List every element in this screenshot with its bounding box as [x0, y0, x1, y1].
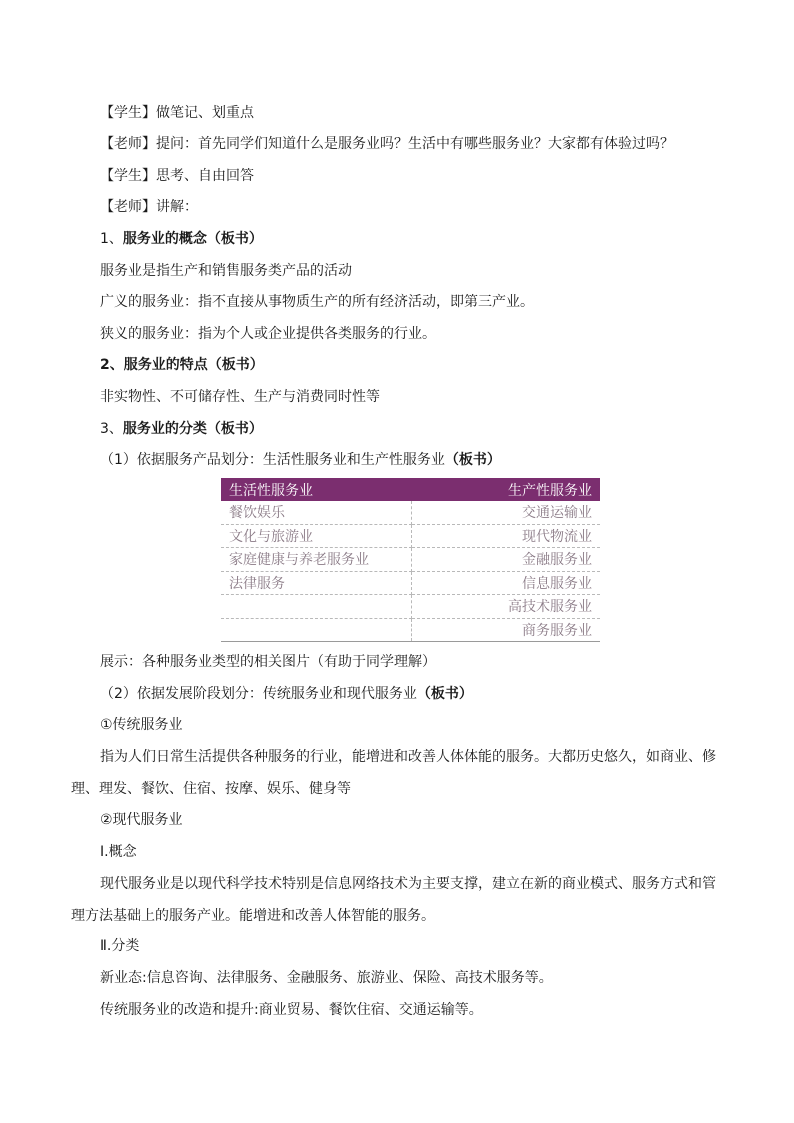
traditional-title: ①传统服务业	[100, 717, 183, 733]
column-header-consumer: 生活性服务业	[221, 478, 412, 501]
line-text: 提问：首先同学们知道什么是服务业吗？生活中有哪些服务业？大家都有体验过吗？	[156, 136, 674, 152]
features-text: 非实物性、不可储存性、生产与消费同时性等	[100, 389, 380, 405]
sub-heading-by-product	[100, 450, 501, 470]
heading-number: 1、	[100, 231, 123, 247]
sub-heading-text: （2）依据发展阶段划分：传统服务业和现代服务业	[100, 686, 417, 702]
table-cell: 信息服务业	[412, 571, 601, 595]
table-cell: 餐饮娱乐	[221, 501, 412, 524]
role-tag: 【学生】	[100, 105, 156, 121]
table-row	[221, 548, 600, 572]
modern-title: ②现代服务业	[100, 812, 183, 828]
line-text: 讲解：	[156, 199, 198, 215]
table-cell: 交通运输业	[412, 501, 601, 524]
heading-classification	[100, 419, 263, 439]
table-cell: 现代物流业	[412, 524, 601, 548]
table-cell: 法律服务	[221, 571, 412, 595]
line-text: 做笔记、划重点	[156, 105, 254, 121]
board-mark: （板书）	[444, 452, 501, 468]
role-tag: 【学生】	[100, 168, 156, 184]
student-note-line	[100, 103, 254, 123]
teacher-question-line	[100, 134, 674, 154]
narrow-definition: 狭义的服务业：指为个人或企业提供各类服务的行业。	[100, 326, 436, 342]
teacher-explain-line	[100, 197, 198, 217]
table-cell: 金融服务业	[412, 548, 601, 572]
table-cell: 家庭健康与养老服务业	[221, 548, 412, 572]
heading-text: 服务业的分类（板书）	[122, 421, 263, 437]
heading-number: 3、	[100, 421, 123, 437]
table-row	[221, 501, 600, 524]
heading-text: 服务业的概念（板书）	[122, 231, 263, 247]
traditional-paragraph: 指为人们日常生活提供各种服务的行业，能增进和改善人体体能的服务。大都历史悠久，如商业、修理、理发、餐饮、住宿、按摩、娱乐、健身等	[71, 749, 716, 797]
heading-features: 2、服务业的特点（板书）	[100, 357, 264, 373]
line-text: 思考、自由回答	[156, 168, 254, 184]
classification-label: Ⅱ.分类	[100, 938, 140, 954]
display-note: 展示：各种服务业类型的相关图片（有助于同学理解）	[100, 654, 436, 670]
column-header-producer: 生产性服务业	[412, 478, 601, 501]
table-cell: 商务服务业	[412, 618, 601, 642]
role-tag: 【老师】	[100, 199, 156, 215]
upgrade-line: 传统服务业的改造和提升:商业贸易、餐饮住宿、交通运输等。	[100, 1002, 483, 1018]
table-row	[221, 524, 600, 548]
table-cell	[221, 618, 412, 642]
role-tag: 【老师】	[100, 136, 156, 152]
table-row	[221, 571, 600, 595]
concept-definition: 服务业是指生产和销售服务类产品的活动	[100, 263, 352, 279]
table-cell	[221, 595, 412, 619]
sub-heading-text: （1）依据服务产品划分：生活性服务业和生产性服务业	[100, 452, 445, 468]
board-mark: （板书）	[416, 686, 473, 702]
new-business-line: 新业态:信息咨询、法律服务、金融服务、旅游业、保险、高技术服务等。	[100, 970, 553, 986]
table-row	[221, 595, 600, 619]
table-header-row	[221, 478, 600, 501]
modern-paragraph: 现代服务业是以现代科学技术特别是信息网络技术为主要支撑，建立在新的商业模式、服务方式和管理方法基础上的服务产业。能增进和改善人体智能的服务。	[71, 876, 716, 924]
table-cell: 高技术服务业	[412, 595, 601, 619]
table-row	[221, 618, 600, 642]
service-industry-table	[221, 478, 600, 642]
concept-label: Ⅰ.概念	[100, 844, 137, 860]
broad-definition: 广义的服务业：指不直接从事物质生产的所有经济活动，即第三产业。	[100, 294, 534, 310]
heading-concept	[100, 229, 263, 249]
student-answer-line	[100, 166, 254, 186]
table-cell: 文化与旅游业	[221, 524, 412, 548]
sub-heading-by-stage	[100, 684, 473, 704]
